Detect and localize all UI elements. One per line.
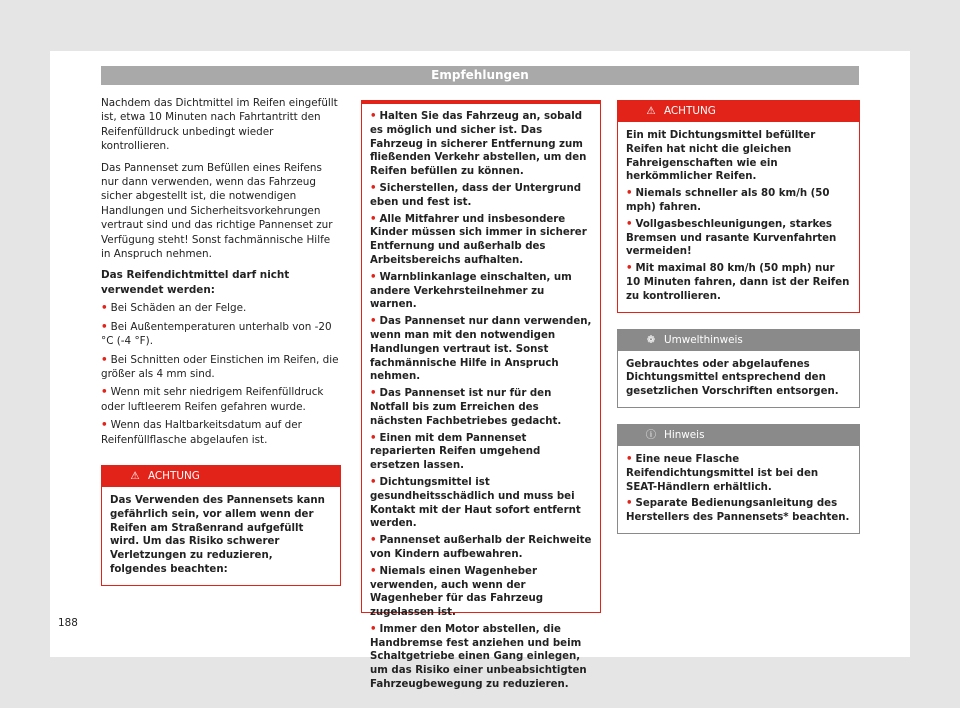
paragraph-usage: Das Pannenset zum Befüllen eines Reifens nur dann verwenden, wenn das Fahrzeug sicher abgestellt ist, die notwendigen Handlungen und Sicherheitsvorkehrungen vertraut sind und das richtige Pannenset zur Verfügung steht! Sonst fachmännische Hilfe in Anspruch nehmen. — [101, 161, 333, 261]
bullet-icon: • — [101, 320, 108, 333]
list-item: • Wenn das Haltbarkeitsdatum auf der Reifenfüllflasche abgelaufen ist. — [101, 419, 302, 446]
list-item: • Bei Außentemperaturen unterhalb von -20 °C (-4 °F). — [101, 320, 332, 348]
list-item: • Einen mit dem Pannenset reparierten Reifen umgehend ersetzen lassen. — [370, 432, 541, 472]
list-item: • Eine neue Flasche Reifendichtungsmittel ist bei den SEAT-Händlern erhältlich. — [626, 453, 819, 493]
environment-text: Gebrauchtes oder abgelaufenes Dichtungsmittel entsprechend den gesetzlichen Vorschriften entsorgen. — [626, 358, 839, 398]
list-item: • Sicherstellen, dass der Untergrund eben und fest ist. — [370, 182, 582, 208]
list-item: • Bei Schnitten oder Einstichen im Reifen, die größer als 4 mm sind. — [101, 353, 339, 380]
column-left — [101, 96, 341, 586]
environment-icon: ❁ — [646, 333, 656, 346]
bullet-icon: • — [101, 302, 108, 315]
bullet-icon: • — [370, 316, 377, 328]
warning-list — [362, 104, 600, 700]
bullet-icon: • — [626, 218, 633, 230]
bullet-icon: • — [370, 432, 377, 444]
warning-box-continued — [361, 100, 601, 691]
note-header: ⓘ Hinweis — [618, 425, 859, 446]
note-box — [617, 424, 860, 534]
list-item: • Separate Bedienungsanleitung des Herstellers des Pannensets* beachten. — [626, 498, 850, 524]
bullet-icon: • — [370, 271, 377, 283]
column-right — [617, 100, 860, 534]
bullet-icon: • — [101, 419, 108, 432]
bullet-icon: • — [370, 565, 377, 577]
bullet-icon: • — [370, 388, 377, 400]
environment-header: ❁ Umwelthinweis — [618, 330, 859, 351]
list-item: • Warnblinkanlage einschalten, um andere Verkehrsteilnehmer zu warnen. — [370, 271, 572, 311]
list-item: • Halten Sie das Fahrzeug an, sobald es möglich und sicher ist. Das Fahrzeug in sicherer Entfernung zum fließenden Verkehr abstellen, um den Reifen befüllen zu können. — [370, 111, 587, 178]
info-icon: ⓘ — [645, 428, 657, 441]
list-item: • Niemals einen Wagenheber verwenden, auch wenn der Wagenheber für das Fahrzeug zugelassen ist. — [370, 565, 544, 619]
bullet-icon: • — [101, 353, 108, 366]
warning-triangle-icon: ⚠ — [646, 105, 656, 117]
list-item: • Dichtungsmittel ist gesundheitsschädlich und muss bei Kontakt mit der Haut sofort entfernt werden. — [370, 476, 581, 530]
warning-header: ⚠ ACHTUNG — [618, 101, 859, 122]
bullet-icon: • — [101, 386, 108, 399]
bullet-icon: • — [370, 535, 377, 547]
list-item: • Niemals schneller als 80 km/h (50 mph) fahren. — [626, 188, 830, 213]
warning-header: ⚠ ACHTUNG — [102, 466, 340, 487]
bullet-icon: • — [370, 476, 377, 488]
list-item: • Pannenset außerhalb der Reichweite von Kindern aufbewahren. — [370, 535, 592, 560]
subheading-restrictions: Das Reifendichtmittel darf nicht verwendet werden: — [101, 269, 290, 296]
list-item: • Immer den Motor abstellen, die Handbremse fest anziehen und beim Schaltgetriebe einen Gang einlegen, um das Risiko einer unbeabsichtigten Fahrzeugbewegung zu reduzieren. — [370, 623, 587, 691]
warning-body — [618, 122, 859, 312]
warning-text: Das Verwenden des Pannensets kann gefährlich sein, vor allem wenn der Reifen am Straßenrand aufgefüllt wird. Um das Risiko schwerer Verletzungen zu reduzieren, folgendes beachten: — [110, 494, 325, 575]
bullet-icon: • — [626, 263, 633, 275]
list-item: • Bei Schäden an der Felge. — [101, 302, 247, 315]
bullet-icon: • — [370, 213, 377, 225]
bullet-icon: • — [626, 498, 633, 510]
warning-box — [617, 100, 860, 313]
warning-box — [101, 465, 341, 586]
list-item: • Das Pannenset ist nur für den Notfall bis zum Erreichen des nächsten Fachbetriebes gedacht. — [370, 388, 562, 427]
list-item: • Wenn mit sehr niedrigem Reifenfülldruck oder luftleerem Reifen gefahren wurde. — [101, 386, 324, 413]
bullet-icon: • — [370, 111, 377, 122]
bullet-icon: • — [370, 623, 377, 635]
warning-triangle-icon: ⚠ — [130, 469, 140, 482]
warning-text: Ein mit Dichtungsmittel befüllter Reifen hat nicht die gleichen Fahreigenschaften wie ein herkömmlicher Reifen. — [626, 130, 816, 183]
bullet-icon: • — [626, 188, 633, 200]
bullet-icon: • — [626, 453, 633, 465]
environment-box — [617, 329, 860, 408]
column-middle — [361, 100, 601, 691]
list-item: • Vollgasbeschleunigungen, starkes Bremsen und rasante Kurvenfahrten vermeiden! — [626, 218, 837, 258]
paragraph-intro: Nachdem das Dichtmittel im Reifen eingefüllt ist, etwa 10 Minuten nach Fahrtantritt den Reifenfülldruck unbedingt wieder kontrollieren. — [101, 97, 338, 153]
list-item: • Mit maximal 80 km/h (50 mph) nur 10 Minuten fahren, dann ist der Reifen zu kontrollieren. — [626, 263, 850, 302]
list-item: • Alle Mitfahrer und insbesondere Kinder müssen sich immer in sicherer Entfernung und außerhalb des Arbeitsbereichs aufhalten. — [370, 213, 587, 266]
bullet-icon: • — [370, 182, 377, 194]
list-item: • Das Pannenset nur dann verwenden, wenn man mit den notwendigen Handlungen vertraut ist. Sonst fachmännische Hilfe in Anspruch nehmen. — [370, 316, 592, 383]
page-number: 188 — [58, 617, 78, 629]
note-body — [618, 446, 859, 533]
section-header: Empfehlungen — [101, 66, 859, 85]
